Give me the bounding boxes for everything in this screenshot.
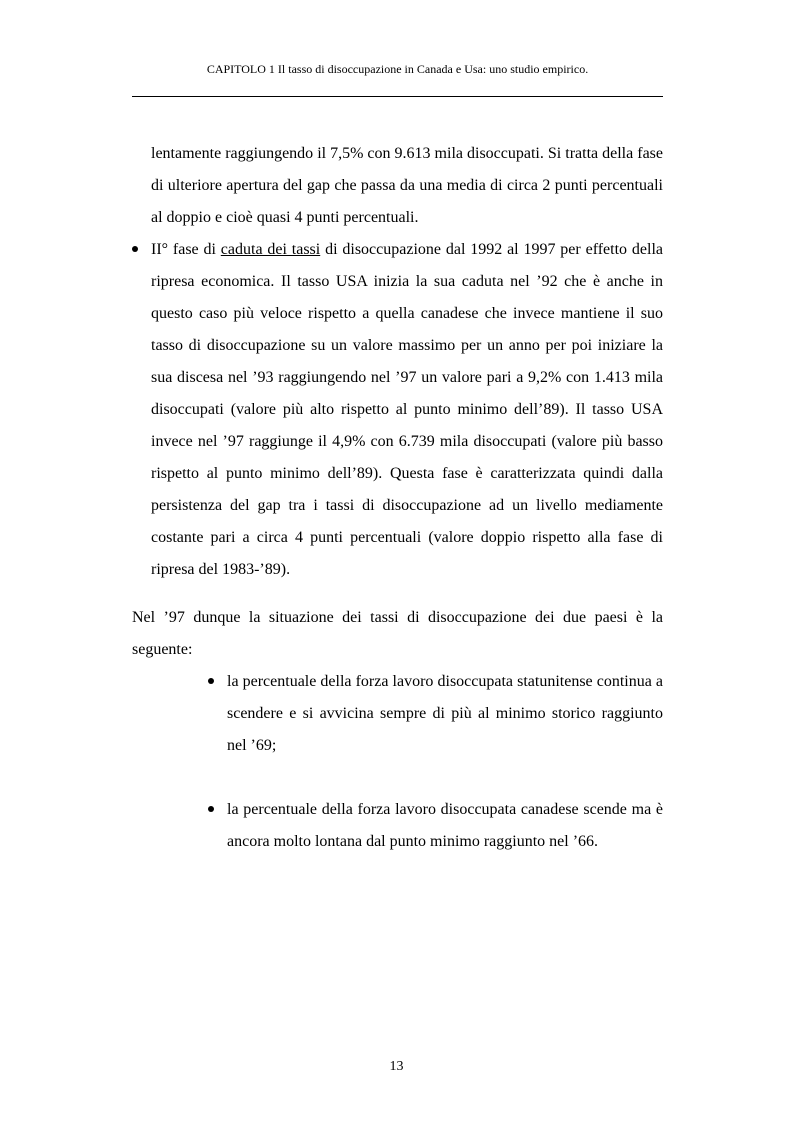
page-number: 13: [389, 1059, 404, 1074]
running-header: CAPITOLO 1 Il tasso di disoccupazione in Canada e Usa: uno studio empirico.: [206, 62, 589, 76]
list-item-phase-two: [132, 234, 663, 586]
summary-list: [208, 666, 663, 858]
phase-two-text: di disoccupazione dal 1992 al 1997 per effetto della ripresa economica. Il tasso USA inizia la sua caduta nel ’92 che è anche in questo caso più veloce rispetto a quella canadese che invece mantiene il suo tasso di disoccupazione su un valore massimo per un anno per poi iniziare la sua discesa nel ’93 raggiungendo nel ’97 un valore pari a 9,2% con 1.413 mila disoccupati (valore più alto rispetto al punto minimo dell’89). Il tasso USA invece nel ’97 raggiunge il 4,9% con 6.739 mila disoccupati (valore più basso rispetto al punto minimo dell’89). Questa fase è caratterizzata quindi dalla persistenza del gap tra i tassi di disoccupazione ad un livello mediamente costante pari a circa 4 punti percentuali (valore doppio rispetto alla fase di ripresa del 1983-’89).: [151, 241, 663, 578]
list-spacer: [208, 762, 663, 794]
list-item-canada: [208, 794, 663, 858]
intro-paragraph: Nel ’97 dunque la situazione dei tassi di disoccupazione dei due paesi è la seguente:: [132, 609, 663, 658]
continued-bullet-text: [132, 138, 663, 234]
list-item-usa: [208, 666, 663, 762]
header-rule: [132, 96, 663, 97]
bullet-icon: [208, 806, 214, 812]
list-item-text: la percentuale della forza lavoro disoccupata statunitense continua a scendere e si avvicina sempre di più al minimo storico raggiunto nel ’69;: [227, 673, 663, 754]
phase-two-prefix: II° fase di: [151, 241, 221, 258]
bullet-icon: [208, 678, 214, 684]
bullet-icon: [132, 246, 138, 252]
page-body: [132, 138, 663, 858]
phase-two-underlined-term: caduta dei tassi: [220, 241, 321, 258]
continued-paragraph: lentamente raggiungendo il 7,5% con 9.613 mila disoccupati. Si tratta della fase di ulteriore apertura del gap che passa da una media di circa 2 punti percentuali al doppio e cioè quasi 4 punti percentuali.: [151, 145, 663, 226]
list-item-text: la percentuale della forza lavoro disoccupata canadese scende ma è ancora molto lontana dal punto minimo raggiunto nel ’66.: [227, 801, 663, 850]
